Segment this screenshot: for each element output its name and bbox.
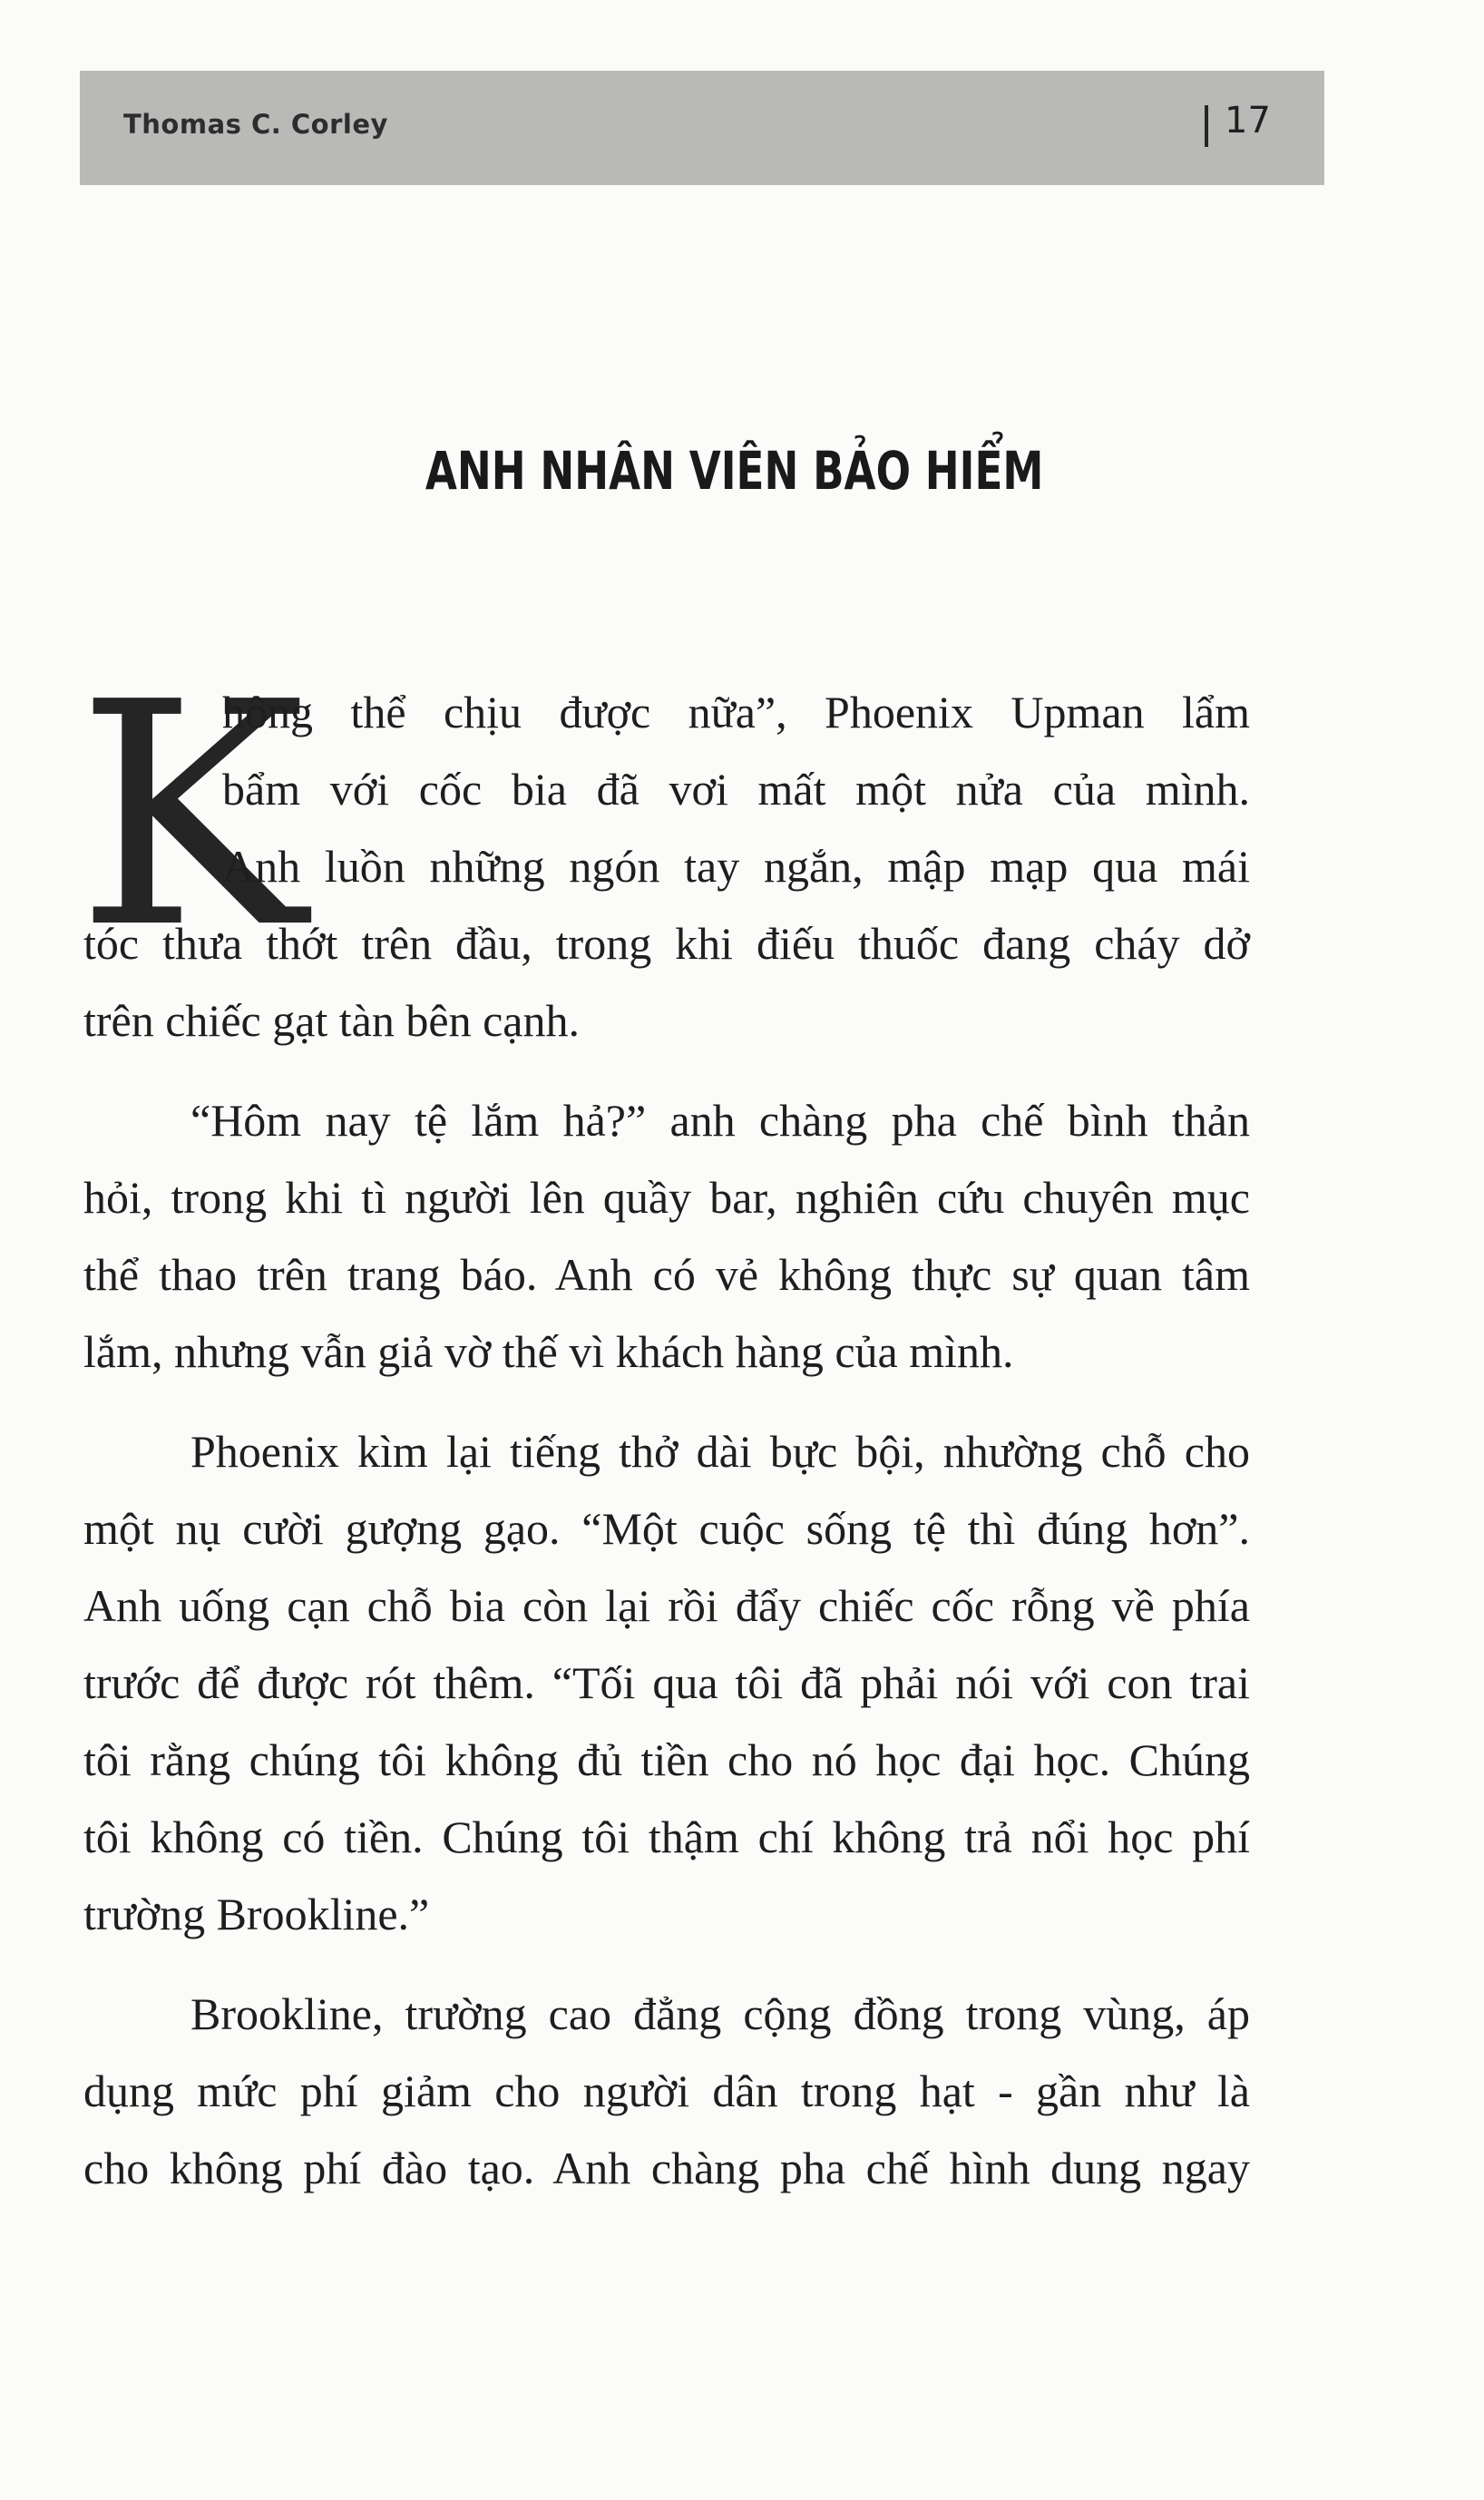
running-header	[80, 71, 1324, 185]
text-line: hỏi, trong khi tì người lên quầy bar, nghiên cứu chuyên mục	[83, 1172, 1250, 1223]
text-line: hông thể chịu được nữa”, Phoenix Upman lẩm	[222, 687, 1250, 737]
text-line: Anh luồn những ngón tay ngắn, mập mạp qua mái	[222, 841, 1250, 892]
text-line: lắm, nhưng vẫn giả vờ thế vì khách hàng của mình.	[83, 1326, 1014, 1377]
chapter-title: ANH NHÂN VIÊN BẢO HIỂM	[425, 440, 1044, 502]
text-line: bẩm với cốc bia đã vơi mất một nửa của mình.	[222, 764, 1250, 815]
text-line: trường Brookline.”	[83, 1889, 430, 1939]
drop-cap: K	[76, 637, 308, 996]
text-line: trên chiếc gạt tàn bên cạnh.	[83, 995, 580, 1046]
text-line: trước để được rót thêm. “Tối qua tôi đã phải nói với con trai	[83, 1657, 1250, 1708]
header-author: Thomas C. Corley	[123, 109, 388, 140]
text-line: “Hôm nay tệ lắm hả?” anh chàng pha chế bình thản	[190, 1095, 1250, 1146]
text-line: một nụ cười gượng gạo. “Một cuộc sống tệ thì đúng hơn”.	[83, 1503, 1250, 1554]
header-separator	[1205, 105, 1208, 147]
text-line: cho không phí đào tạo. Anh chàng pha chế hình dung ngay	[83, 2143, 1250, 2193]
text-line: tóc thưa thớt trên đầu, trong khi điếu thuốc đang cháy dở	[83, 918, 1250, 969]
text-line: tôi rằng chúng tôi không đủ tiền cho nó học đại học. Chúng	[83, 1734, 1250, 1785]
text-line: tôi không có tiền. Chúng tôi thậm chí không trả nổi học phí	[83, 1812, 1250, 1862]
text-line: Brookline, trường cao đẳng cộng đồng trong vùng, áp	[190, 1988, 1250, 2039]
text-line: thể thao trên trang báo. Anh có vẻ không thực sự quan tâm	[83, 1249, 1250, 1300]
page-number: 17	[1225, 100, 1271, 142]
text-line: dụng mức phí giảm cho người dân trong hạt - gần như là	[83, 2065, 1250, 2116]
text-line: Phoenix kìm lại tiếng thở dài bực bội, nhường chỗ cho	[190, 1426, 1250, 1477]
text-line: Anh uống cạn chỗ bia còn lại rồi đẩy chiếc cốc rỗng về phía	[83, 1580, 1250, 1631]
